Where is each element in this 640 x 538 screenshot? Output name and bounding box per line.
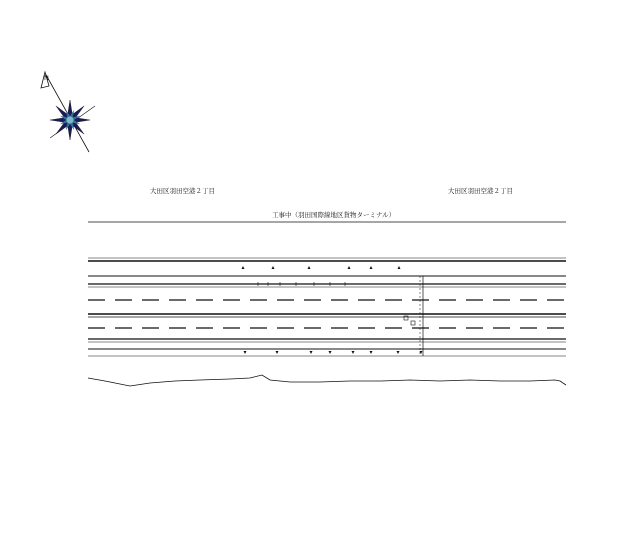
roadside-marker <box>329 351 332 354</box>
roadside-marker <box>370 266 373 269</box>
roadside-marker <box>310 351 313 354</box>
roadside-marker <box>352 351 355 354</box>
address-label-left: 大田区羽田空港２丁目 <box>150 187 215 195</box>
compass-rose-icon <box>41 72 95 152</box>
roadside-marker <box>244 351 247 354</box>
roadside-marker <box>398 266 401 269</box>
roadside-marker <box>370 351 373 354</box>
roadside-marker <box>242 266 245 269</box>
ground-profile-line <box>88 375 566 386</box>
road-lanes <box>88 258 566 356</box>
construction-title: 工事中（羽田国際線地区貨物ターミナル） <box>272 211 396 219</box>
roadside-marker <box>348 266 351 269</box>
roadside-markers-bottom <box>244 351 423 354</box>
north-mark: N <box>44 74 49 82</box>
north-arrow-icon <box>41 72 49 88</box>
roadside-marker <box>397 351 400 354</box>
roadside-marker <box>276 351 279 354</box>
section-crossing <box>404 276 423 356</box>
address-label-right: 大田区羽田空港２丁目 <box>448 187 513 195</box>
roadside-marker <box>272 266 275 269</box>
roadside-marker <box>308 266 311 269</box>
